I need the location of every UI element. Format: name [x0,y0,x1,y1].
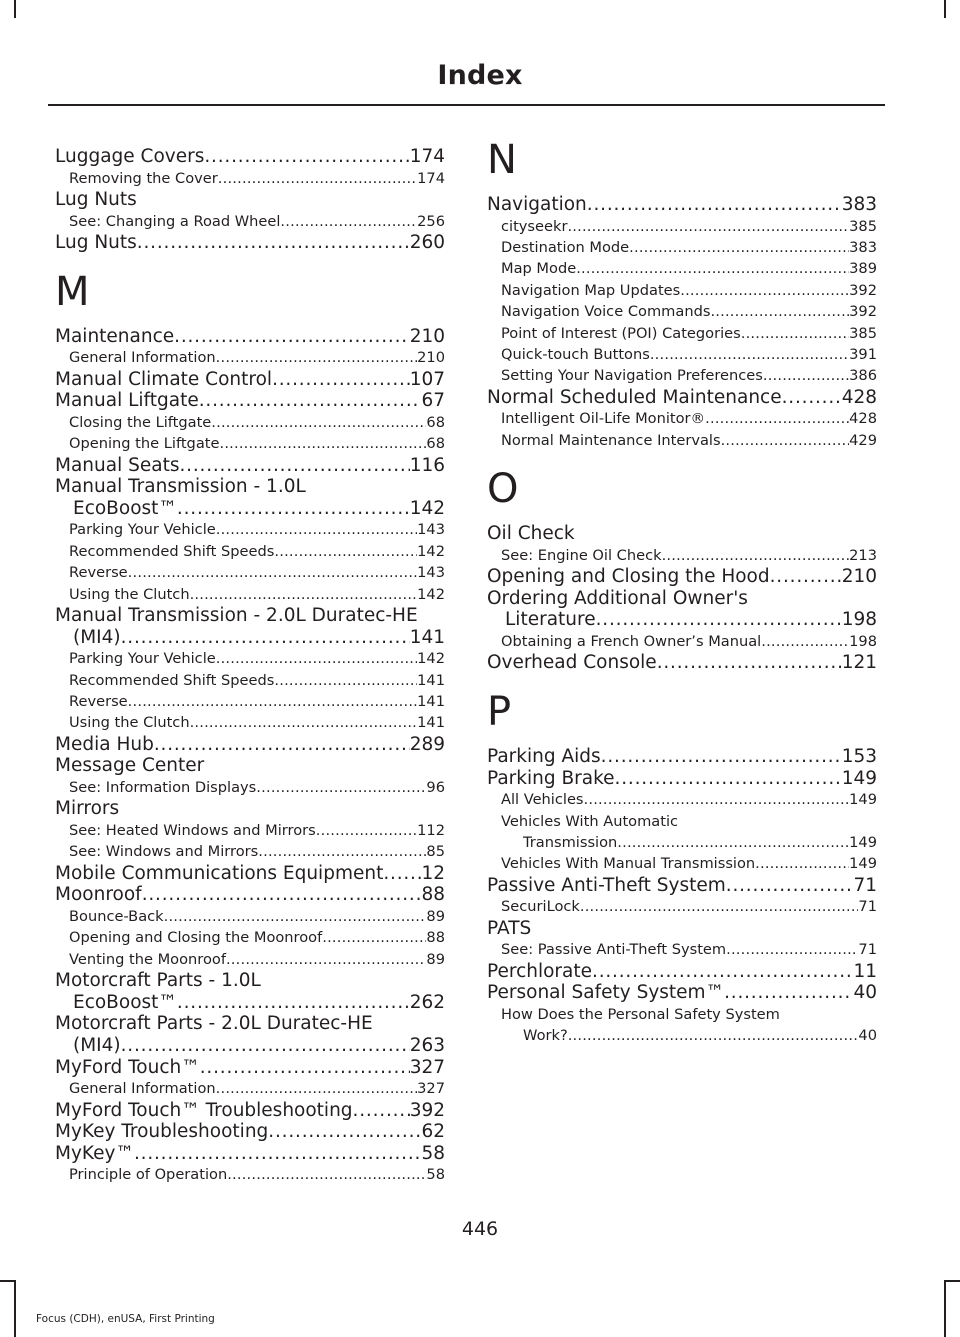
section-letter: M [55,268,90,315]
dot-leader [204,146,409,168]
entry-label: Manual Seats [55,454,180,476]
header-rule [48,104,885,106]
entry-label-continued: Literature [505,609,596,631]
entry-label: Maintenance [55,325,175,347]
entry-label: Parking Your Vehicle [69,650,216,668]
entry-page-number: 149 [841,767,877,789]
index-subentry[interactable] [487,408,877,429]
entry-label: Quick-touch Buttons [501,346,650,364]
entry-label: Normal Scheduled Maintenance [487,386,782,408]
entry-page-number: 428 [849,410,877,428]
index-entry-heading: Mirrors [55,798,120,820]
entry-label: Manual Climate Control [55,368,273,390]
crop-mark-bottom-right-v [944,1282,946,1337]
entry-page-number: 391 [849,346,877,364]
entry-label: General Information [69,349,216,367]
dot-leader [121,627,410,649]
entry-page-number: 198 [841,609,877,631]
index-entry-heading: Message Center [55,755,205,777]
index-subentry[interactable] [487,939,877,960]
index-entry[interactable] [55,1035,445,1057]
dot-leader [142,884,422,906]
entry-page-number: 392 [849,281,877,299]
entry-page-number: 256 [417,212,445,230]
section-letter: P [487,689,512,736]
entry-page-number: 174 [409,146,445,167]
dot-leader [216,1078,418,1099]
entry-page-number: 143 [417,564,445,582]
entry-page-number: 383 [849,239,877,256]
entry-page-number: 149 [849,834,877,852]
entry-page-number: 62 [421,1121,445,1143]
entry-label: Passive Anti-Theft System [487,874,726,896]
dot-leader [596,609,842,631]
dot-leader [219,433,426,454]
index-subentry[interactable] [487,430,877,451]
index-entry[interactable] [55,146,445,168]
entry-page-number: 210 [841,566,877,588]
dot-leader [741,323,849,344]
dot-leader [721,430,850,451]
index-subentry[interactable] [55,541,445,562]
dot-leader [128,691,417,712]
dot-leader [657,652,842,674]
index-subentry[interactable] [55,1164,445,1185]
index-subentry[interactable] [55,648,445,669]
dot-leader [568,1025,859,1046]
entry-page-number: 67 [421,390,445,412]
index-subentry[interactable] [55,820,445,841]
entry-label: Personal Safety System™ [487,982,725,1004]
index-entry-label: Manual Transmission - 2.0L Duratec-HE [55,605,418,626]
index-entry[interactable] [55,390,445,412]
entry-label: Media Hub [55,733,154,755]
index-subentry[interactable] [55,412,445,433]
entry-label: Intelligent Oil-Life Monitor® [501,410,706,428]
entry-label: Point of Interest (POI) Categories [501,324,741,342]
index-subentry[interactable] [487,545,877,566]
entry-page-number: 385 [849,324,877,342]
dot-leader [137,232,410,254]
dot-leader [216,519,417,540]
dot-leader [177,992,410,1014]
dot-leader [164,906,427,927]
entry-label: Navigation [487,194,587,215]
crop-mark-top-left [14,0,16,18]
index-subentry-label: How Does the Personal Safety System [501,1006,780,1024]
index-entry-heading: PATS [487,917,532,939]
index-entry[interactable] [55,627,445,649]
entry-label: General Information [69,1080,216,1098]
entry-label: MyFord Touch™ Troubleshooting [55,1099,353,1121]
entry-page-number: 210 [409,325,445,347]
entry-label: See: Windows and Mirrors [69,843,259,861]
entry-label: Navigation Voice Commands [501,303,711,321]
entry-label: Recommended Shift Speeds [69,671,275,689]
index-subentry[interactable] [487,896,877,917]
entry-label: Overhead Console [487,652,657,674]
entry-label-continued: EcoBoost™ [73,991,177,1013]
index-subentry[interactable] [55,562,445,583]
entry-label: cityseekr [501,217,568,235]
dot-leader [174,326,410,348]
index-entry[interactable] [55,369,445,391]
dot-leader [629,237,849,258]
entry-page-number: 260 [409,232,445,253]
entry-page-number: 327 [417,1080,445,1098]
entry-page-number: 289 [409,733,445,755]
index-subentry[interactable] [55,949,445,970]
entry-page-number: 327 [409,1056,445,1078]
entry-label: MyKey Troubleshooting [55,1121,269,1143]
entry-label: Manual Liftgate [55,390,199,412]
entry-page-number: 383 [841,194,877,215]
entry-page-number: 12 [421,862,445,884]
entry-label: SecuriLock [501,898,580,916]
entry-page-number: 263 [409,1035,445,1056]
index-subentry[interactable] [487,789,877,810]
entry-page-number: 142 [417,585,445,603]
entry-page-number: 58 [426,1166,445,1184]
entry-label: Opening and Closing the Hood [487,566,770,588]
entry-label: Parking Brake [487,767,615,789]
index-column-left [55,146,445,1186]
entry-label: Venting the Moonroof [69,950,226,968]
dot-leader [580,896,859,917]
dot-leader [179,455,409,477]
index-entry-heading: Oil Check [487,523,575,545]
entry-label-continued: Transmission [523,834,618,852]
dot-leader [274,670,417,691]
dot-leader [216,347,418,368]
entry-page-number: 389 [849,260,877,278]
index-entry[interactable] [487,652,877,674]
entry-page-number: 141 [409,626,445,648]
entry-page-number: 142 [417,650,445,668]
entry-label: See: Information Displays [69,779,257,796]
index-subentry[interactable] [487,365,877,386]
entry-label: MyKey™ [55,1142,134,1164]
entry-label: Lug Nuts [55,232,137,253]
entry-label: See: Changing a Road Wheel [69,212,281,230]
entry-label: Vehicles With Manual Transmission [501,855,756,873]
index-entry[interactable] [487,961,877,983]
index-subentry[interactable] [55,168,445,189]
dot-leader [724,982,853,1004]
index-subentry[interactable] [487,631,877,652]
dot-leader [134,1143,422,1165]
entry-page-number: 40 [858,1027,877,1045]
entry-page-number: 71 [858,941,877,959]
entry-page-number: 96 [426,779,445,796]
index-column-right [487,137,877,1047]
dot-leader [650,344,849,365]
index-entry-label: Ordering Additional Owner's [487,587,748,609]
index-subentry[interactable] [55,519,445,540]
entry-page-number: 116 [409,454,445,476]
dot-leader [587,194,842,216]
entry-page-number: 112 [417,822,445,839]
entry-label: Recommended Shift Speeds [69,542,275,560]
entry-page-number: 149 [849,855,877,873]
dot-leader [726,875,854,897]
entry-page-number: 385 [849,217,877,235]
dot-leader [177,498,410,520]
dot-leader [617,832,849,853]
entry-label: See: Engine Oil Check [501,546,662,564]
index-subentry[interactable] [55,1078,445,1099]
index-entry[interactable] [487,875,877,897]
dot-leader [770,566,842,588]
dot-leader [211,412,426,433]
dot-leader [680,280,849,301]
dot-leader [353,1100,410,1122]
entry-label: MyFord Touch™ [55,1056,200,1078]
dot-leader [576,258,849,279]
entry-label: Mobile Communications Equipment [55,862,384,884]
dot-leader [216,648,417,669]
dot-leader [128,562,417,583]
index-subentry[interactable] [487,258,877,279]
index-entry[interactable] [55,232,445,254]
entry-page-number: 71 [858,898,877,916]
index-subentry[interactable] [487,1025,877,1046]
entry-page-number: 89 [426,908,445,925]
index-entry[interactable] [55,1100,445,1122]
index-subentry[interactable] [55,211,445,232]
dot-leader [316,820,417,841]
dot-leader [154,734,410,756]
dot-leader [218,168,417,189]
entry-page-number: 88 [421,884,445,906]
index-entry[interactable] [487,746,877,768]
page-number: 446 [461,1218,499,1240]
entry-label: Luggage Covers [55,146,205,167]
entry-page-number: 262 [409,991,445,1013]
index-entry[interactable] [55,992,445,1014]
entry-label: Parking Aids [487,746,601,768]
dot-leader [258,841,426,862]
index-subentry[interactable] [55,927,445,948]
entry-page-number: 142 [417,542,445,560]
entry-page-number: 121 [841,652,877,674]
entry-label: See: Heated Windows and Mirrors [69,822,316,839]
entry-label: Reverse [69,564,128,582]
entry-page-number: 210 [417,349,445,367]
index-subentry[interactable] [487,237,877,258]
entry-label: Reverse [69,693,128,710]
index-subentry[interactable] [55,841,445,862]
index-entry[interactable] [487,768,877,790]
dot-leader [280,211,417,232]
entry-page-number: 88 [426,929,445,947]
entry-label: Closing the Liftgate [69,413,212,431]
entry-page-number: 141 [417,714,445,732]
entry-label-continued: Work? [523,1027,568,1045]
entry-label: Opening and Closing the Moonroof [69,929,323,947]
entry-label: Bounce-Back [69,908,164,925]
entry-label: Map Mode [501,260,577,278]
entry-label: Setting Your Navigation Preferences [501,367,763,385]
crop-mark-top-right [944,0,946,18]
entry-page-number: 40 [853,982,877,1004]
dot-leader [592,961,853,983]
entry-label: Using the Clutch [69,714,190,732]
entry-page-number: 142 [409,497,445,519]
dot-leader [190,584,418,605]
entry-label: See: Passive Anti-Theft System [501,941,727,959]
index-entry[interactable] [487,387,877,409]
index-entry[interactable] [55,884,445,906]
index-subentry[interactable] [55,347,445,368]
index-entry-heading: Lug Nuts [55,189,137,210]
dot-leader [662,545,850,566]
dot-leader [200,1057,410,1079]
index-entry[interactable] [487,566,877,588]
index-entry-label: Manual Transmission - 1.0L [55,476,306,498]
footer-text: Focus (CDH), enUSA, First Printing [36,1313,215,1325]
dot-leader [383,863,421,885]
dot-leader [755,853,849,874]
entry-page-number: 213 [849,546,877,564]
index-subentry[interactable] [55,777,445,798]
entry-label: Using the Clutch [69,585,190,603]
dot-leader [199,390,422,412]
entry-page-number: 143 [417,521,445,539]
index-subentry[interactable] [487,323,877,344]
entry-page-number: 174 [417,169,445,187]
entry-page-number: 198 [849,633,877,651]
index-entry[interactable] [55,863,445,885]
entry-label: All Vehicles [501,791,584,809]
entry-page-number: 107 [409,368,445,390]
index-entry-label: Motorcraft Parts - 2.0L Duratec-HE [55,1013,373,1035]
dot-leader [322,927,426,948]
entry-page-number: 141 [417,671,445,689]
index-entry[interactable] [55,455,445,477]
dot-leader [567,216,849,237]
dot-leader [226,949,426,970]
dot-leader [615,768,842,790]
entry-page-number: 392 [849,303,877,321]
dot-leader [726,939,858,960]
entry-page-number: 386 [849,367,877,385]
index-subentry[interactable] [487,832,877,853]
section-letter: O [487,466,519,513]
index-entry[interactable] [487,609,877,631]
entry-label: Navigation Map Updates [501,281,681,299]
index-entry[interactable] [55,498,445,520]
index-entry[interactable] [55,1121,445,1143]
index-subentry[interactable] [55,906,445,927]
entry-page-number: 58 [421,1142,445,1164]
dot-leader [763,365,849,386]
crop-mark-bottom-right-h [944,1280,960,1282]
entry-page-number: 68 [426,435,445,453]
entry-label: Moonroof [55,884,142,906]
entry-page-number: 11 [853,960,877,982]
dot-leader [227,1164,426,1185]
dot-leader [584,789,850,810]
index-subentry[interactable] [55,712,445,733]
index-subentry[interactable] [55,433,445,454]
index-entry[interactable] [55,1057,445,1079]
entry-page-number: 149 [849,791,877,809]
entry-page-number: 68 [426,413,445,431]
entry-label-continued: (MI4) [73,1035,121,1056]
entry-page-number: 392 [409,1099,445,1121]
dot-leader [190,712,418,733]
index-subentry-label: Vehicles With Automatic [501,812,679,830]
entry-page-number: 71 [853,874,877,896]
entry-page-number: 89 [426,950,445,968]
entry-label: Principle of Operation [69,1166,228,1184]
index-subentry[interactable] [487,301,877,322]
index-subentry[interactable] [487,280,877,301]
section-letter: N [487,137,517,183]
index-entry[interactable] [487,194,877,216]
entry-page-number: 153 [841,746,877,768]
index-entry[interactable] [487,982,877,1004]
index-subentry[interactable] [55,670,445,691]
dot-leader [782,387,842,409]
entry-label: Obtaining a French Owner’s Manual [501,633,762,651]
entry-label: Destination Mode [501,239,630,256]
index-entry[interactable] [55,734,445,756]
entry-page-number: 85 [426,843,445,861]
crop-mark-bottom-left-h [0,1280,16,1282]
entry-page-number: 429 [849,431,877,449]
index-subentry[interactable] [55,584,445,605]
entry-page-number: 428 [841,386,877,408]
dot-leader [274,541,417,562]
dot-leader [268,1121,421,1143]
dot-leader [705,408,849,429]
page-header-title: Index [437,60,523,91]
index-subentry[interactable] [55,691,445,712]
entry-label-continued: EcoBoost™ [73,497,177,519]
crop-mark-bottom-left-v [14,1282,16,1337]
index-entry-label: Motorcraft Parts - 1.0L [55,970,261,992]
dot-leader [272,369,410,391]
dot-leader [710,301,849,322]
entry-label: Perchlorate [487,960,593,982]
entry-page-number: 141 [417,693,445,710]
index-subentry[interactable] [487,216,877,237]
dot-leader [121,1035,410,1057]
dot-leader [256,777,426,798]
index-subentry[interactable] [487,344,877,365]
entry-label: Normal Maintenance Intervals [501,431,721,449]
dot-leader [601,746,842,768]
dot-leader [761,631,849,652]
entry-label-continued: (MI4) [73,626,121,648]
index-subentry[interactable] [487,853,877,874]
entry-label: Parking Your Vehicle [69,521,216,539]
index-entry[interactable] [55,1143,445,1165]
entry-label: Opening the Liftgate [69,435,220,453]
index-entry[interactable] [55,326,445,348]
entry-label: Removing the Cover [69,169,218,187]
